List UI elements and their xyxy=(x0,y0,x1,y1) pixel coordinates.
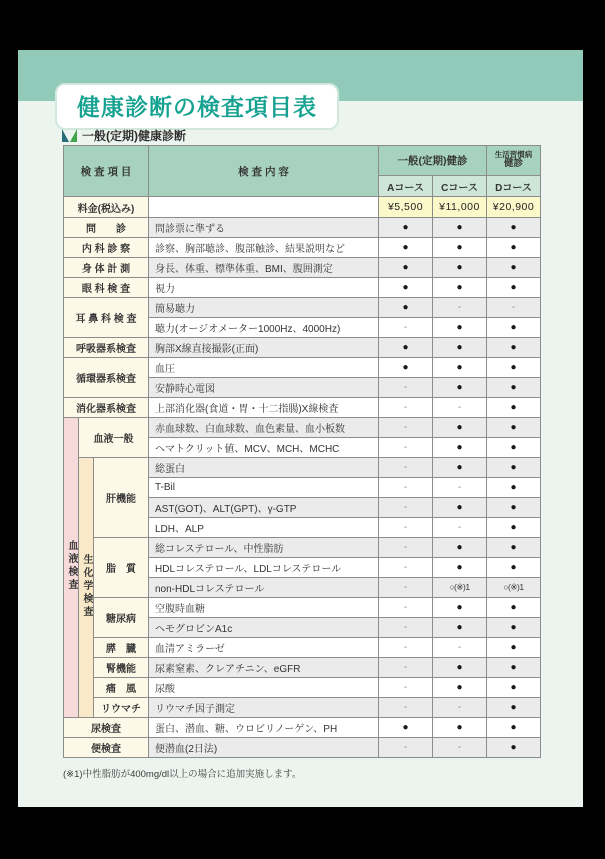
included-dot: ● xyxy=(510,242,517,253)
mark-cell-d xyxy=(487,738,541,758)
not-included-dash: - xyxy=(457,402,462,413)
mark-cell-a xyxy=(379,578,433,598)
included-dot: ● xyxy=(456,362,463,373)
mark-cell-d xyxy=(487,438,541,458)
table-row xyxy=(64,458,541,478)
not-included-dash: - xyxy=(403,742,408,753)
mark-cell-d xyxy=(487,298,541,318)
included-dot: ● xyxy=(456,342,463,353)
included-dot: ● xyxy=(510,282,517,293)
included-dot: ● xyxy=(456,282,463,293)
content-cell: HDLコレステロール、LDLコレステロール xyxy=(149,558,379,578)
included-dot: ● xyxy=(510,222,517,233)
included-dot: ● xyxy=(456,242,463,253)
included-dot: ● xyxy=(510,482,517,493)
included-dot: ● xyxy=(510,542,517,553)
item-label-cell: 膵 臓 xyxy=(94,638,149,658)
included-dot: ● xyxy=(510,662,517,673)
mark-cell-c xyxy=(433,698,487,718)
included-dot: ● xyxy=(510,462,517,473)
content-cell: 総コレステロール、中性脂肪 xyxy=(149,538,379,558)
mark-cell-a xyxy=(379,438,433,458)
mark-cell-c xyxy=(433,598,487,618)
content-cell: ヘマトクリット値、MCV、MCH、MCHC xyxy=(149,438,379,458)
mark-cell-c xyxy=(433,738,487,758)
section-header xyxy=(62,127,186,144)
not-included-dash: - xyxy=(457,482,462,493)
included-dot: ● xyxy=(456,682,463,693)
included-dot: ● xyxy=(510,262,517,273)
mark-cell-c xyxy=(433,358,487,378)
included-dot: ● xyxy=(510,382,517,393)
mark-cell-d xyxy=(487,538,541,558)
content-cell: 蛋白、潜血、糖、ウロビリノーゲン、PH xyxy=(149,718,379,738)
not-included-dash: - xyxy=(403,502,408,513)
not-included-dash: - xyxy=(511,302,516,313)
not-included-dash: - xyxy=(403,562,408,573)
content-cell: 尿素窒素、クレアチニン、eGFR xyxy=(149,658,379,678)
not-included-dash: - xyxy=(403,602,408,613)
mark-cell-c xyxy=(433,658,487,678)
mark-cell-c xyxy=(433,458,487,478)
mark-cell-a xyxy=(379,618,433,638)
content-cell: T-Bil xyxy=(149,478,379,498)
table-row xyxy=(64,658,541,678)
item-label-cell: 脂 質 xyxy=(94,538,149,598)
included-dot: ● xyxy=(456,222,463,233)
included-dot: ● xyxy=(510,502,517,513)
item-label-cell: 耳 鼻 科 検 査 xyxy=(64,298,149,338)
item-label-cell: 血液一般 xyxy=(79,418,149,458)
mark-cell-d xyxy=(487,278,541,298)
mark-cell-c xyxy=(433,378,487,398)
mark-cell-c xyxy=(433,558,487,578)
item-label-cell: 消化器系検査 xyxy=(64,398,149,418)
mark-cell-d xyxy=(487,338,541,358)
mark-cell-d xyxy=(487,378,541,398)
mark-cell-a xyxy=(379,398,433,418)
mark-cell-a xyxy=(379,478,433,498)
included-dot: ● xyxy=(510,742,517,753)
included-dot: ● xyxy=(510,602,517,613)
section-title: 一般(定期)健康診断 xyxy=(82,129,186,143)
included-dot: ● xyxy=(402,222,409,233)
included-dot: ● xyxy=(510,522,517,533)
mark-cell-a xyxy=(379,718,433,738)
lifestyle-label-small: 生活習慣病 xyxy=(494,149,533,159)
not-included-dash: - xyxy=(403,702,408,713)
table-row xyxy=(64,638,541,658)
mark-cell-d xyxy=(487,518,541,538)
included-dot: ● xyxy=(456,662,463,673)
mark-cell-a xyxy=(379,658,433,678)
mark-cell-c xyxy=(433,338,487,358)
mark-cell-a xyxy=(379,558,433,578)
not-included-dash: - xyxy=(403,662,408,673)
mark-cell-a xyxy=(379,678,433,698)
mark-cell-a xyxy=(379,418,433,438)
not-included-dash: - xyxy=(403,522,408,533)
content-cell: 胸部X線直接撮影(正面) xyxy=(149,338,379,358)
mark-cell-d xyxy=(487,578,541,598)
conditional-circle-note: ○(※)1 xyxy=(449,582,470,592)
content-cell: 尿酸 xyxy=(149,678,379,698)
col-header-lifestyle-group xyxy=(487,146,541,176)
mark-cell-d xyxy=(487,478,541,498)
included-dot: ● xyxy=(510,642,517,653)
included-dot: ● xyxy=(510,442,517,453)
item-label-cell: 循環器系検査 xyxy=(64,358,149,398)
included-dot: ● xyxy=(456,322,463,333)
included-dot: ● xyxy=(456,542,463,553)
mark-cell-d xyxy=(487,398,541,418)
not-included-dash: - xyxy=(457,522,462,533)
not-included-dash: - xyxy=(457,302,462,313)
table-row xyxy=(64,238,541,258)
mark-cell-d xyxy=(487,458,541,478)
content-cell: 視力 xyxy=(149,278,379,298)
item-label-cell: 肝機能 xyxy=(94,458,149,538)
content-cell: AST(GOT)、ALT(GPT)、γ-GTP xyxy=(149,498,379,518)
mark-cell-c xyxy=(433,438,487,458)
content-cell: 簡易聴力 xyxy=(149,298,379,318)
content-cell: 上部消化器(食道・胃・十二指腸)X線検査 xyxy=(149,398,379,418)
mark-cell-d xyxy=(487,238,541,258)
item-label-cell: 便検査 xyxy=(64,738,149,758)
included-dot: ● xyxy=(456,602,463,613)
not-included-dash: - xyxy=(403,462,408,473)
exam-table-host xyxy=(63,145,541,758)
content-cell: 聴力(オージオメーター1000Hz、4000Hz) xyxy=(149,318,379,338)
content-cell: 診察、胸部聴診、腹部触診、結果説明など xyxy=(149,238,379,258)
item-label-cell: 眼 科 検 査 xyxy=(64,278,149,298)
table-row xyxy=(64,398,541,418)
content-cell: 安静時心電図 xyxy=(149,378,379,398)
item-label-cell: 痛 風 xyxy=(94,678,149,698)
mark-cell-a xyxy=(379,358,433,378)
mark-cell-d xyxy=(487,678,541,698)
content-cell: 血清アミラーゼ xyxy=(149,638,379,658)
content-cell: non-HDLコレステロール xyxy=(149,578,379,598)
course-header-d: Dコース xyxy=(487,176,541,197)
mark-cell-c xyxy=(433,278,487,298)
mark-cell-d xyxy=(487,258,541,278)
included-dot: ● xyxy=(456,622,463,633)
mark-cell-c xyxy=(433,418,487,438)
included-dot: ● xyxy=(510,562,517,573)
included-dot: ● xyxy=(456,462,463,473)
table-row xyxy=(64,298,541,318)
page xyxy=(18,50,583,807)
item-label-cell: 尿検査 xyxy=(64,718,149,738)
mark-cell-d xyxy=(487,318,541,338)
included-dot: ● xyxy=(402,722,409,733)
table-header-row xyxy=(64,146,541,176)
mark-cell-a xyxy=(379,498,433,518)
item-label-cell: 身 体 計 測 xyxy=(64,258,149,278)
included-dot: ● xyxy=(510,362,517,373)
mark-cell-c xyxy=(433,518,487,538)
included-dot: ● xyxy=(402,282,409,293)
mark-cell-d xyxy=(487,718,541,738)
item-label-cell: リウマチ xyxy=(94,698,149,718)
not-included-dash: - xyxy=(403,482,408,493)
not-included-dash: - xyxy=(403,442,408,453)
mark-cell-c xyxy=(433,578,487,598)
price-label: 料金(税込み) xyxy=(64,197,149,218)
lifestyle-label: 健診 xyxy=(503,158,523,170)
content-cell: 赤血球数、白血球数、血色素量、血小板数 xyxy=(149,418,379,438)
vertical-label: 生化学検査 xyxy=(81,553,92,619)
content-cell: ヘモグロビンA1c xyxy=(149,618,379,638)
content-cell: LDH、ALP xyxy=(149,518,379,538)
mark-cell-a xyxy=(379,258,433,278)
mark-cell-d xyxy=(487,658,541,678)
page-title-box xyxy=(55,83,339,130)
course-header-a: Aコース xyxy=(379,176,433,197)
mark-cell-a xyxy=(379,638,433,658)
included-dot: ● xyxy=(402,362,409,373)
mark-cell-c xyxy=(433,258,487,278)
not-included-dash: - xyxy=(457,742,462,753)
col-header-item: 検 査 項 目 xyxy=(64,146,149,197)
not-included-dash: - xyxy=(403,682,408,693)
not-included-dash: - xyxy=(403,322,408,333)
item-label-cell: 腎機能 xyxy=(94,658,149,678)
not-included-dash: - xyxy=(403,422,408,433)
table-row xyxy=(64,738,541,758)
included-dot: ● xyxy=(402,302,409,313)
included-dot: ● xyxy=(510,322,517,333)
mark-cell-c xyxy=(433,238,487,258)
content-cell: 身長、体重、標準体重、BMI、腹囲測定 xyxy=(149,258,379,278)
mark-cell-a xyxy=(379,458,433,478)
included-dot: ● xyxy=(510,402,517,413)
mark-cell-c xyxy=(433,478,487,498)
mark-cell-a xyxy=(379,538,433,558)
included-dot: ● xyxy=(510,622,517,633)
not-included-dash: - xyxy=(403,642,408,653)
content-cell: リウマチ因子測定 xyxy=(149,698,379,718)
mark-cell-a xyxy=(379,518,433,538)
mark-cell-d xyxy=(487,618,541,638)
mark-cell-d xyxy=(487,418,541,438)
included-dot: ● xyxy=(456,422,463,433)
mark-cell-a xyxy=(379,698,433,718)
mark-cell-c xyxy=(433,718,487,738)
mark-cell-d xyxy=(487,638,541,658)
not-included-dash: - xyxy=(403,622,408,633)
mark-cell-c xyxy=(433,398,487,418)
vertical-label: 血液検査 xyxy=(66,540,77,592)
mark-cell-c xyxy=(433,538,487,558)
content-cell: 空腹時血糖 xyxy=(149,598,379,618)
not-included-dash: - xyxy=(403,542,408,553)
section-bullet-icon xyxy=(62,129,77,142)
included-dot: ● xyxy=(456,442,463,453)
mark-cell-a xyxy=(379,378,433,398)
table-row xyxy=(64,258,541,278)
col-header-general-group: 一般(定期)健診 xyxy=(379,146,487,176)
content-cell: 便潜血(2日法) xyxy=(149,738,379,758)
content-cell: 問診票に準ずる xyxy=(149,218,379,238)
mark-cell-a xyxy=(379,318,433,338)
included-dot: ● xyxy=(456,562,463,573)
included-dot: ● xyxy=(510,702,517,713)
exam-table xyxy=(63,145,541,758)
included-dot: ● xyxy=(456,382,463,393)
mark-cell-c xyxy=(433,618,487,638)
not-included-dash: - xyxy=(457,642,462,653)
content-cell: 総蛋白 xyxy=(149,458,379,478)
item-label-cell: 呼吸器系検査 xyxy=(64,338,149,358)
price-value-c: ¥11,000 xyxy=(433,197,487,218)
included-dot: ● xyxy=(402,242,409,253)
mark-cell-d xyxy=(487,218,541,238)
item-label-cell: 糖尿病 xyxy=(94,598,149,638)
table-row xyxy=(64,358,541,378)
mark-cell-d xyxy=(487,698,541,718)
mark-cell-d xyxy=(487,558,541,578)
mark-cell-c xyxy=(433,638,487,658)
mark-cell-c xyxy=(433,298,487,318)
table-row xyxy=(64,598,541,618)
mark-cell-c xyxy=(433,318,487,338)
item-label-cell: 内 科 診 察 xyxy=(64,238,149,258)
blood-group-label xyxy=(64,418,79,718)
not-included-dash: - xyxy=(403,382,408,393)
mark-cell-a xyxy=(379,738,433,758)
included-dot: ● xyxy=(510,342,517,353)
price-value-a: ¥5,500 xyxy=(379,197,433,218)
item-label-cell: 問 診 xyxy=(64,218,149,238)
price-row xyxy=(64,197,541,218)
included-dot: ● xyxy=(402,342,409,353)
price-value-d: ¥20,900 xyxy=(487,197,541,218)
page-title: 健康診断の検査項目表 xyxy=(77,94,317,120)
table-row xyxy=(64,538,541,558)
included-dot: ● xyxy=(402,262,409,273)
course-header-c: Cコース xyxy=(433,176,487,197)
included-dot: ● xyxy=(510,722,517,733)
mark-cell-c xyxy=(433,498,487,518)
content-cell: 血圧 xyxy=(149,358,379,378)
table-row xyxy=(64,278,541,298)
col-header-content: 検 査 内 容 xyxy=(149,146,379,197)
included-dot: ● xyxy=(456,722,463,733)
price-content-cell xyxy=(149,197,379,218)
table-row xyxy=(64,338,541,358)
mark-cell-a xyxy=(379,218,433,238)
mark-cell-d xyxy=(487,598,541,618)
biochem-group-label xyxy=(79,458,94,718)
mark-cell-a xyxy=(379,238,433,258)
mark-cell-a xyxy=(379,598,433,618)
included-dot: ● xyxy=(456,262,463,273)
mark-cell-a xyxy=(379,338,433,358)
footnote: (※1)中性脂肪が400mg/dl以上の場合に追加実施します。 xyxy=(63,769,302,780)
mark-cell-d xyxy=(487,498,541,518)
table-row xyxy=(64,678,541,698)
mark-cell-c xyxy=(433,678,487,698)
table-row xyxy=(64,418,541,438)
table-row xyxy=(64,698,541,718)
conditional-circle-note: ○(※)1 xyxy=(503,582,524,592)
table-row xyxy=(64,718,541,738)
mark-cell-c xyxy=(433,218,487,238)
not-included-dash: - xyxy=(403,402,408,413)
table-row xyxy=(64,218,541,238)
mark-cell-a xyxy=(379,278,433,298)
mark-cell-d xyxy=(487,358,541,378)
not-included-dash: - xyxy=(457,702,462,713)
not-included-dash: - xyxy=(403,582,408,593)
included-dot: ● xyxy=(510,682,517,693)
included-dot: ● xyxy=(510,422,517,433)
included-dot: ● xyxy=(456,502,463,513)
mark-cell-a xyxy=(379,298,433,318)
